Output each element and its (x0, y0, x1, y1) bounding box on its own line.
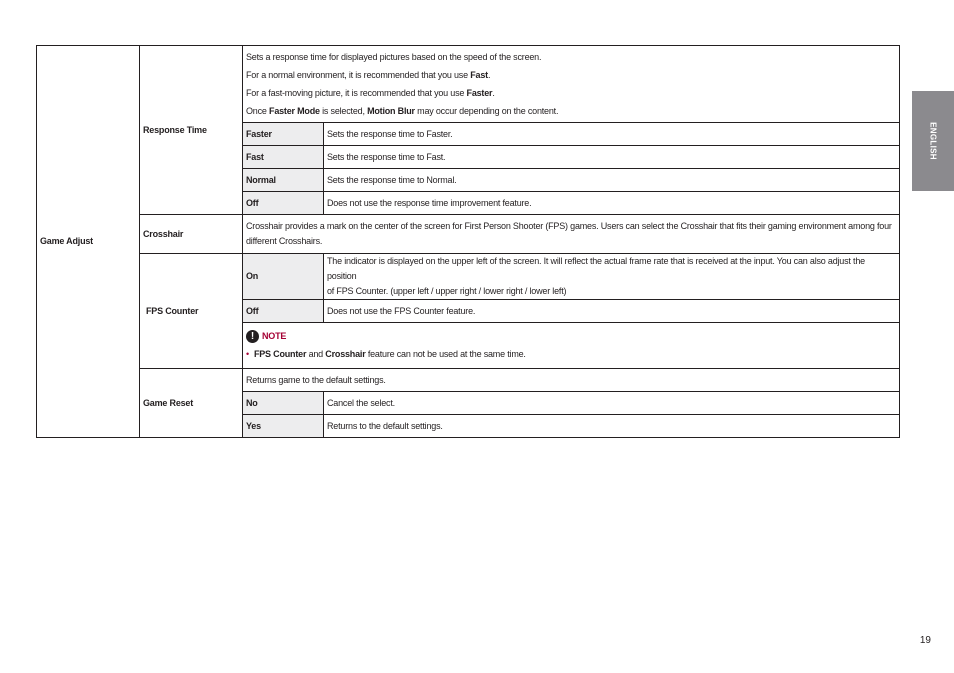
language-tab-label: ENGLISH (928, 122, 938, 160)
crosshair-desc: Crosshair provides a mark on the center of the screen for First Person Shooter (FPS) games. Users can select the Crosshair that fits their gaming environment among four different Crosshairs. (243, 215, 900, 254)
option-yes-desc: Returns to the default settings. (324, 415, 900, 438)
note-heading: ! NOTE (246, 327, 896, 345)
game-adjust-table (36, 45, 900, 438)
option-fps-off: Off (243, 300, 324, 323)
submenu-crosshair: Crosshair (140, 215, 243, 254)
submenu-game-reset: Game Reset (140, 369, 243, 438)
submenu-fps-counter: FPS Counter (140, 254, 243, 369)
option-on-desc: The indicator is displayed on the upper left of the screen. It will reflect the actual frame rate that is received at the input. You can also adjust the position of FPS Counter. (upper left / upper right / lower right / lower left) (324, 254, 900, 300)
option-faster: Faster (243, 123, 324, 146)
option-off-desc: Does not use the response time improvement feature. (324, 192, 900, 215)
option-fast-desc: Sets the response time to Fast. (324, 146, 900, 169)
option-no: No (243, 392, 324, 415)
menu-game-adjust: Game Adjust (37, 46, 140, 438)
option-off: Off (243, 192, 324, 215)
option-fast: Fast (243, 146, 324, 169)
page-number: 19 (919, 635, 931, 646)
option-normal: Normal (243, 169, 324, 192)
exclamation-icon: ! (246, 330, 259, 343)
note-box (243, 323, 900, 369)
option-no-desc: Cancel the select. (324, 392, 900, 415)
language-tab (912, 91, 954, 191)
note-text: • FPS Counter and Crosshair feature can not be used at the same time. (246, 349, 526, 359)
option-normal-desc: Sets the response time to Normal. (324, 169, 900, 192)
option-fps-off-desc: Does not use the FPS Counter feature. (324, 300, 900, 323)
game-reset-intro: Returns game to the default settings. (243, 369, 900, 392)
submenu-response-time: Response Time (140, 46, 243, 215)
option-on: On (243, 254, 324, 300)
option-faster-desc: Sets the response time to Faster. (324, 123, 900, 146)
option-yes: Yes (243, 415, 324, 438)
response-time-intro: Sets a response time for displayed pictures based on the speed of the screen. For a normal environment, it is recommended that you use Fast. For a fast-moving picture, it is recommended that you use Faster. Once Faster Mode is selected, Motion Blur may occur depending on the content. (243, 46, 900, 123)
